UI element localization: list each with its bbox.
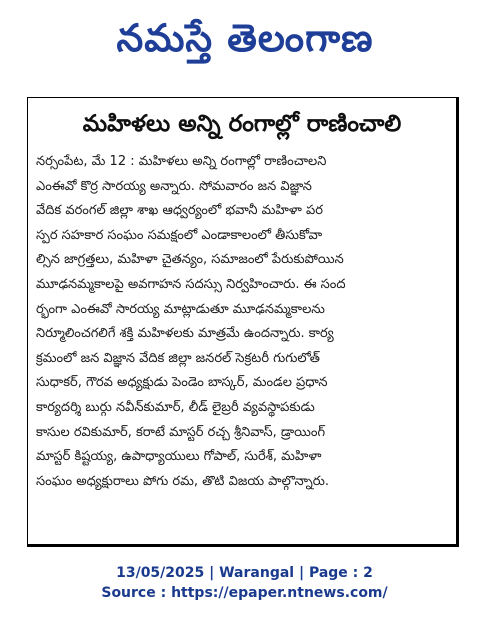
article-line: మూఢనమ్మకాలపై అవగాహన సదస్సు నిర్వహించారు. ఈ సంద <box>36 276 346 292</box>
article-line: స్పర సహకార సంఘం సమక్షంలో ఎండాకాలంలో తీసుకోవా <box>36 227 323 243</box>
article-line: వేదిక వరంగల్ జిల్లా శాఖ ఆధ్వర్యంలో భవానీ మహిళా పర <box>36 203 323 219</box>
article-line: కాసుల రవికుమార్, కరాటే మాస్టర్ రచ్చ శ్రీనివాస్, డ్రాయింగ్ <box>36 424 326 440</box>
edition-info: 13/05/2025 | Warangal | Page : 2 <box>116 565 373 581</box>
article-line: సుధాకర్, గౌరవ అధ్యక్షుడు పెండెం బాస్కర్, మండల ప్రధాన <box>36 375 328 391</box>
article-line: మాస్టర్ కిష్టయ్య, ఉపాధ్యాయులు గోపాల్, సురేశ్, మహిళా <box>36 449 322 465</box>
article-line: ల్సిన జాగ్రత్తలు, మహిళా చైతన్యం, సమాజంలో పేరుకుపోయిన <box>36 252 344 268</box>
article-line: ఎంఈవో కొర్ర సారయ్య అన్నారు. సోమవారం జన విజ్ఞాన <box>36 178 312 194</box>
newspaper-masthead-logo: నమస్తే తెలంగాణ <box>116 16 374 60</box>
article-line: ర్భంగా ఎంఈవో సారయ్య మాట్లాడుతూ మూఢనమ్మకాలను <box>36 301 325 317</box>
article-line: క్రమంలో జన విజ్ఞాన వేదిక జిల్లా జనరల్ సెక్రటరీ గుగులోత్ <box>36 350 320 366</box>
article-line: కార్యదర్శి బుర్గు నవీన్‌కుమార్, లీడ్ లైబ్రరీ వ్యవస్థాపకుడు <box>36 399 315 415</box>
article-headline: మహిళలు అన్ని రంగాల్లో రాణించాలి <box>82 111 402 137</box>
clipping-footer <box>0 563 489 603</box>
article-clipping <box>27 97 459 547</box>
article-line: సంఘం అధ్యక్షురాలు పోగు రమ, తొటి విజయ పాల్గొన్నారు. <box>36 473 330 489</box>
article-line: నిర్మూలించగలిగే శక్తి మహిళలకు మాత్రమే ఉందన్నారు. కార్య <box>36 326 334 342</box>
article-line: నర్సంపేట, మే 12 : మహిళలు అన్ని రంగాల్లో రాణించాలని <box>36 154 327 169</box>
article-body <box>36 150 448 494</box>
source-link[interactable]: Source : https://epaper.ntnews.com/ <box>101 585 388 601</box>
